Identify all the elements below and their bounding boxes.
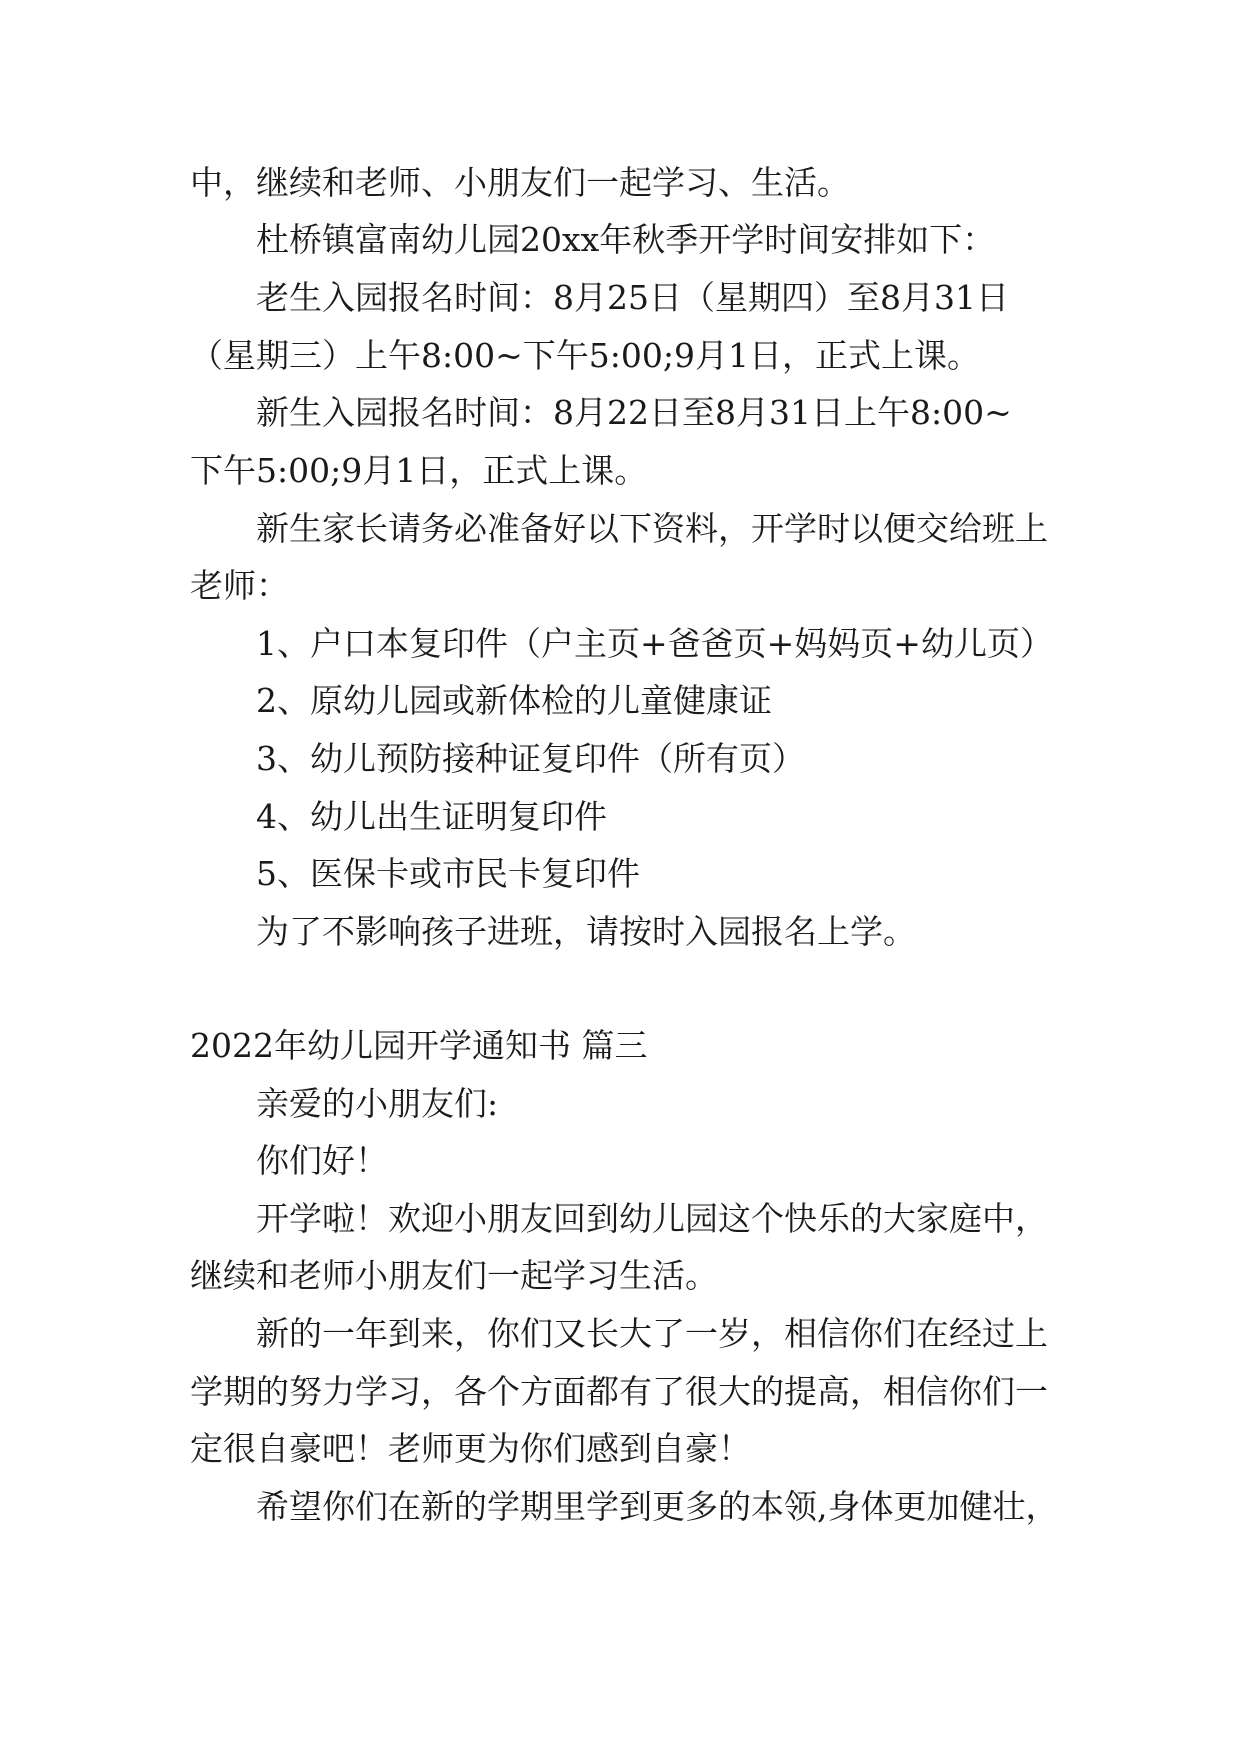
paragraph-new-students: 新生入园报名时间：8月22日至8月31日上午8:00~ (256, 393, 1012, 432)
section-heading: 2022年幼儿园开学通知书 篇三 (190, 1026, 648, 1065)
paragraph-new-year: 新的一年到来，你们又长大了一岁，相信你们在经过上 (256, 1314, 1048, 1353)
text-line-welcome-cont: 继续和老师小朋友们一起学习生活。 (190, 1256, 718, 1295)
list-item-5: 5、医保卡或市民卡复印件 (256, 854, 640, 893)
paragraph-schedule-intro: 杜桥镇富南幼儿园20xx年秋季开学时间安排如下： (256, 220, 996, 259)
salutation: 亲爱的小朋友们: (256, 1084, 499, 1123)
text-line-new-year-cont-2: 定很自豪吧！老师更为你们感到自豪！ (190, 1429, 751, 1468)
paragraph-hope: 希望你们在新的学期里学到更多的本领,身体更加健壮， (256, 1487, 1059, 1526)
list-item-2: 2、原幼儿园或新体检的儿童健康证 (256, 681, 772, 720)
text-line-new-year-cont-1: 学期的努力学习，各个方面都有了很大的提高，相信你们一 (190, 1372, 1048, 1411)
list-item-3: 3、幼儿预防接种证复印件（所有页） (256, 739, 805, 778)
text-line-returning-students-cont: （星期三）上午8:00~下午5:00;9月1日，正式上课。 (190, 336, 980, 375)
paragraph-closing-note: 为了不影响孩子进班，请按时入园报名上学。 (256, 912, 916, 951)
text-line-parent-materials-cont: 老师： (190, 566, 289, 605)
text-line-new-students-cont: 下午5:00;9月1日，正式上课。 (190, 451, 648, 490)
paragraph-returning-students: 老生入园报名时间：8月25日（星期四）至8月31日 (256, 278, 1009, 317)
paragraph-welcome: 开学啦！欢迎小朋友回到幼儿园这个快乐的大家庭中， (256, 1199, 1048, 1238)
greeting: 你们好！ (256, 1141, 388, 1180)
paragraph-parent-materials: 新生家长请务必准备好以下资料，开学时以便交给班上 (256, 509, 1048, 548)
list-item-4: 4、幼儿出生证明复印件 (256, 797, 607, 836)
text-line-continuation: 中，继续和老师、小朋友们一起学习、生活。 (190, 163, 850, 202)
list-item-1: 1、户口本复印件（户主页+爸爸页+妈妈页+幼儿页） (256, 624, 1053, 663)
